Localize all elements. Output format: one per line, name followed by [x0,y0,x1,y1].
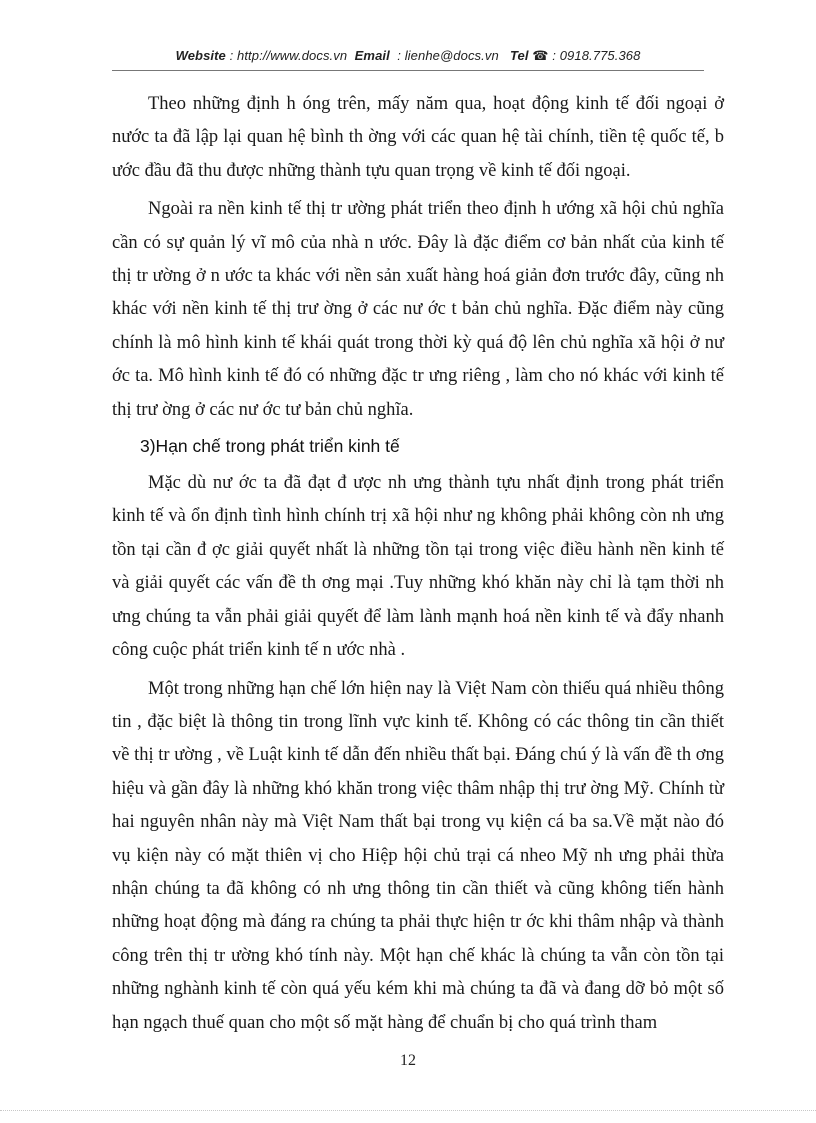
page-number: 12 [400,1052,416,1069]
paragraph-2: Ngoài ra nền kinh tế thị tr ường phát triển theo định h ướng xã hội chủ nghĩa cần có sự quản lý vĩ mô của nhà n ước. Đây là đặc điểm cơ bản nhất của kinh tế thị tr ường ở n ước ta khác với nền sản xuất hàng hoá giản đơn trước đây, cũng nh khác với nền kinh tế thị trư ờng ở các nư ớc t bản chủ nghĩa. Đặc điểm này cũng chính là mô hình kinh tế khái quát trong thời kỳ quá độ lên chủ nghĩa xã hội ở nư ớc ta. Mô hình kinh tế đó có những đặc tr ưng riêng , làm cho nó khác với kinh tế thị trư ờng ở các nư ớc tư bản chủ nghĩa. [112,199,724,420]
section-heading: 3)Hạn chế trong phát triển kinh tế [140,436,400,457]
paragraph-4: Một trong những hạn chế lớn hiện nay là Việt Nam còn thiếu quá nhiều thông tin , đặc biệt là thông tin trong lĩnh vực kinh tế. Không có các thông tin cần thiết về thị tr ường , về Luật kinh tế dẫn đến nhiều thất bại. Đáng chú ý là vấn đề th ơng hiệu và gần đây là những khó khăn trong việc thâm nhập thị trư ờng Mỹ. Chính từ hai nguyên nhân này mà Việt Nam thất bại trong vụ kiện cá ba sa.Về mặt nào đó vụ kiện này có mặt thiên vị cho Hiệp hội chủ trại cá nheo Mỹ nh ưng phải thừa nhận chúng ta đã không có nh ưng thông tin cần thiết và cũng không tiến hành những hoạt động mà đáng ra chúng ta phải thực hiện tr ớc khi thâm nhập và thành công trên thị tr ường khó tính này. Một hạn chế khác là chúng ta vẫn còn tồn tại những nghành kinh tế còn quá yếu kém khi mà chúng ta đã và đang dỡ bỏ một số hạn ngạch thuế quan cho một số mặt hàng để chuẩn bị cho quá trình tham [112,678,724,1033]
header-divider [112,70,704,71]
page-body [112,88,724,1040]
tel-label: Tel [509,48,529,63]
website-label: Website [175,48,226,63]
email-label: Email [354,48,390,63]
email-address[interactable]: : lienhe@docs.vn [397,48,499,63]
paragraph-1: Theo những định h óng trên, mấy năm qua, hoạt động kinh tế đối ngoại ở nước ta đã lập lại quan hệ bình th ờng với các quan hệ tài chính, tiền tệ quốc tế, b ước đầu đã thu được những thành tựu quan trọng về kinh tế đối ngoại. [112,94,724,181]
website-url[interactable]: : http://www.docs.vn [229,48,348,63]
page-break-divider [0,1110,816,1111]
phone-icon: ☎ [532,48,549,63]
page-header [0,48,816,64]
tel-number: : 0918.775.368 [552,48,641,63]
paragraph-3: Mặc dù nư ớc ta đã đạt đ ược nh ưng thành tựu nhất định trong phát triển kinh tế và ổn định tình hình chính trị xã hội như ng không phải không còn nh ưng tồn tại cần đ ợc giải quyết nhất là những tồn tại trong việc điều hành nền kinh tế và giải quyết các vấn đề th ơng mại .Tuy những khó khăn này chỉ là tạm thời nh ưng chúng ta vẫn phải giải quyết để làm lành mạnh hoá nền kinh tế và đẩy nhanh công cuộc phát triển kinh tế n ước nhà . [112,473,724,661]
